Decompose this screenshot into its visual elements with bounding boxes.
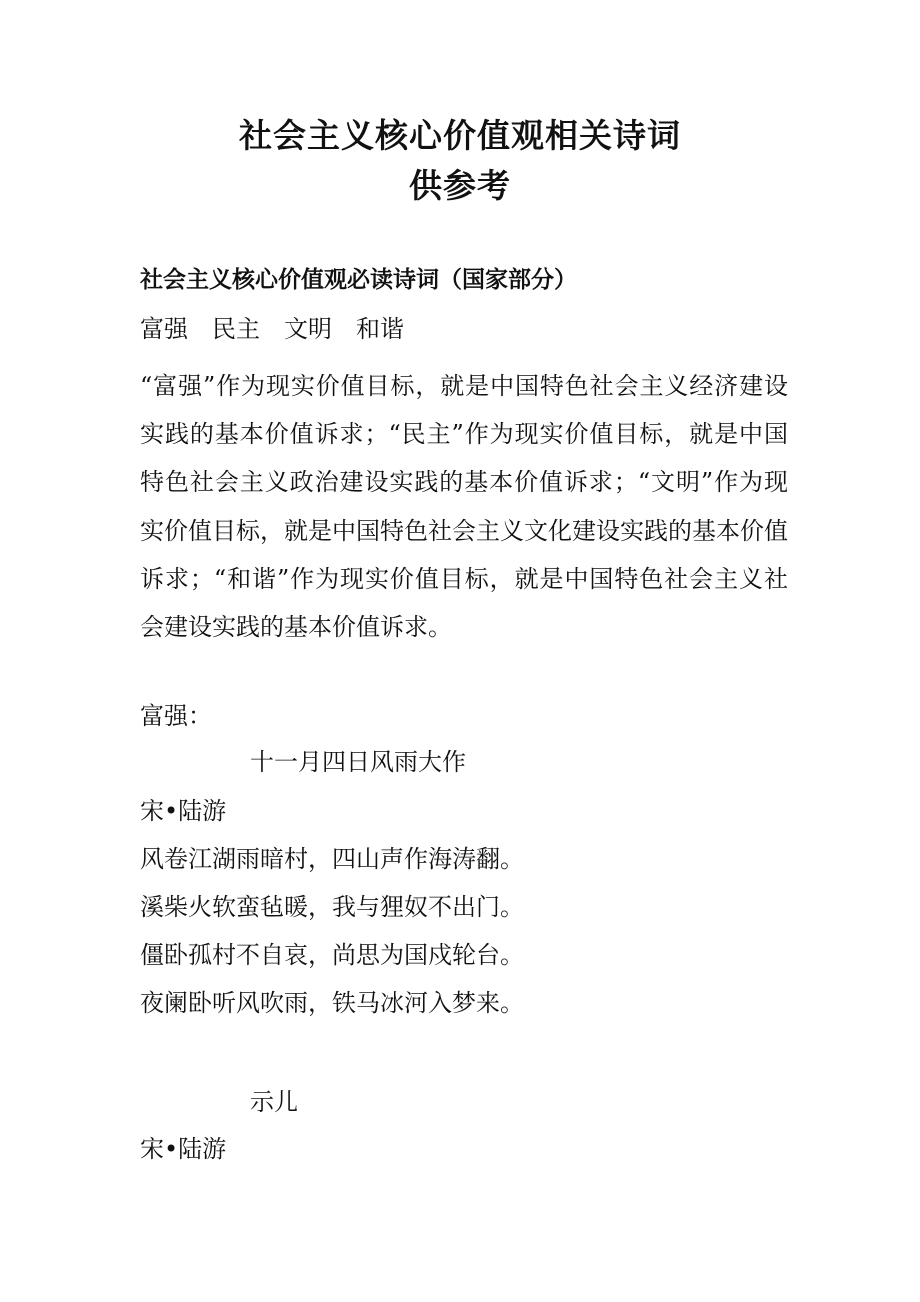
document-subtitle: 供参考 (409, 166, 511, 205)
poem-title: 十一月四日风雨大作 (250, 748, 466, 776)
document-title: 社会主义核心价值观相关诗词 (239, 116, 681, 155)
poem-line: 风卷江湖雨暗村，四山声作海涛翻。 (140, 845, 524, 873)
poem-author: 宋•陆游 (140, 1135, 227, 1163)
intro-paragraph: “富强”作为现实价值目标，就是中国特色社会主义经济建设实践的基本价值诉求；“民主”作为现实价值目标，就是中国特色社会主义政治建设实践的基本价值诉求；“文明”作为现实价值目标，就是中国特色社会主义文化建设实践的基本价值诉求；“和谐”作为现实价值目标，就是中国特色社会主义社会建设实践的基本价值诉求。 (140, 372, 788, 642)
section-heading: 社会主义核心价值观必读诗词（国家部分） (140, 267, 577, 293)
poem-line: 夜阑卧听风吹雨，铁马冰河入梦来。 (140, 989, 524, 1017)
poem-title: 示儿 (250, 1088, 298, 1116)
poem-line: 溪柴火软蛮毡暖，我与狸奴不出门。 (140, 893, 524, 921)
values-line: 富强 民主 文明 和谐 (140, 315, 404, 343)
category-label: 富强： (140, 702, 212, 730)
poem-author: 宋•陆游 (140, 797, 227, 825)
poem-line: 僵卧孤村不自哀，尚思为国戍轮台。 (140, 941, 524, 969)
